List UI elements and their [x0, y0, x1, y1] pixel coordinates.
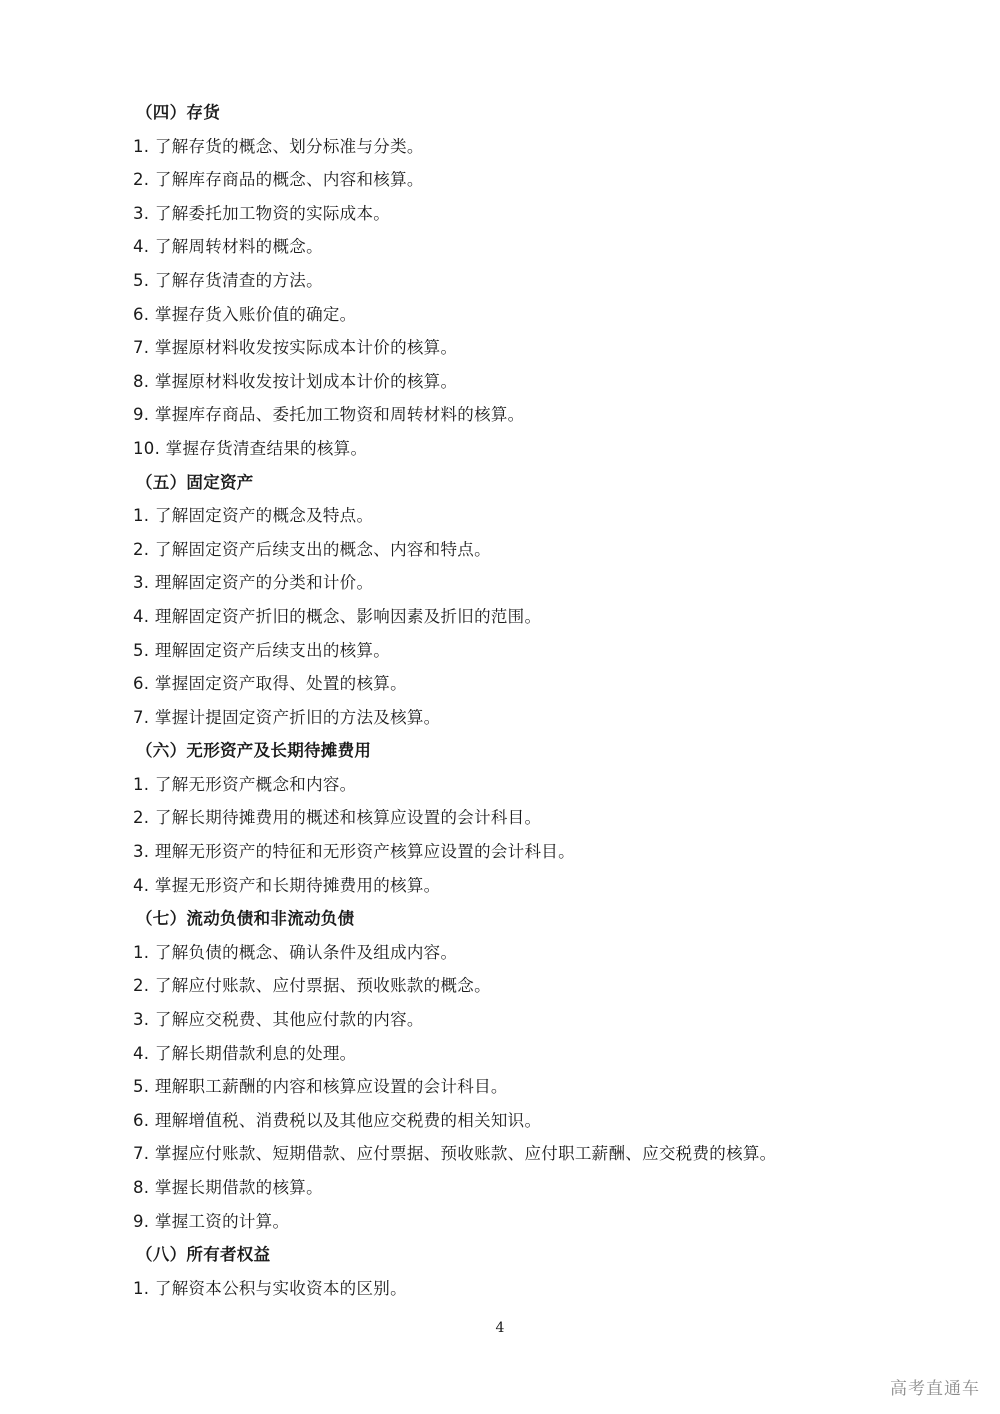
list-item: 6. 理解增值税、消费税以及其他应交税费的相关知识。 — [133, 1110, 542, 1130]
list-item: 4. 了解长期借款利息的处理。 — [133, 1043, 357, 1063]
page-number: 4 — [495, 1320, 505, 1336]
list-item: 10. 掌握存货清查结果的核算。 — [133, 438, 368, 458]
list-item: 1. 了解存货的概念、划分标准与分类。 — [133, 136, 424, 156]
list-item: 1. 了解固定资产的概念及特点。 — [133, 506, 374, 526]
list-item: 2. 了解应付账款、应付票据、预收账款的概念。 — [133, 976, 491, 996]
list-item: 2. 了解固定资产后续支出的概念、内容和特点。 — [133, 539, 491, 559]
list-item: 5. 理解固定资产后续支出的核算。 — [133, 640, 391, 660]
list-item: 8. 掌握原材料收发按计划成本计价的核算。 — [133, 371, 458, 391]
section-heading: （七）流动负债和非流动负债 — [136, 909, 355, 929]
list-item: 9. 掌握工资的计算。 — [133, 1211, 290, 1231]
section-heading: （六）无形资产及长期待摊费用 — [136, 741, 372, 761]
list-item: 5. 了解存货清查的方法。 — [133, 270, 323, 290]
list-item: 8. 掌握长期借款的核算。 — [133, 1178, 323, 1197]
list-item: 4. 了解周转材料的概念。 — [133, 237, 323, 257]
syllabus-content — [133, 96, 893, 1305]
list-item: 2. 了解长期待摊费用的概述和核算应设置的会计科目。 — [133, 808, 542, 828]
list-item: 9. 掌握库存商品、委托加工物资和周转材料的核算。 — [133, 405, 525, 425]
list-item: 1. 了解无形资产概念和内容。 — [133, 774, 357, 794]
section-heading: （四）存货 — [136, 103, 220, 122]
list-item: 4. 掌握无形资产和长期待摊费用的核算。 — [133, 875, 441, 895]
list-item: 7. 掌握原材料收发按实际成本计价的核算。 — [133, 338, 458, 358]
list-item: 3. 了解应交税费、其他应付款的内容。 — [133, 1010, 424, 1030]
list-item: 5. 理解职工薪酬的内容和核算应设置的会计科目。 — [133, 1077, 508, 1097]
list-item: 4. 理解固定资产折旧的概念、影响因素及折旧的范围。 — [133, 606, 542, 626]
list-item: 1. 了解负债的概念、确认条件及组成内容。 — [133, 942, 458, 962]
list-item: 3. 理解固定资产的分类和计价。 — [133, 573, 374, 593]
list-item: 1. 了解资本公积与实收资本的区别。 — [133, 1278, 407, 1298]
watermark-text: 高考直通车 — [890, 1379, 980, 1399]
list-item: 6. 掌握固定资产取得、处置的核算。 — [133, 674, 407, 694]
list-item: 3. 理解无形资产的特征和无形资产核算应设置的会计科目。 — [133, 842, 575, 862]
list-item: 7. 掌握计提固定资产折旧的方法及核算。 — [133, 707, 441, 727]
section-heading: （八）所有者权益 — [136, 1245, 271, 1265]
list-item: 3. 了解委托加工物资的实际成本。 — [133, 203, 391, 223]
list-item: 7. 掌握应付账款、短期借款、应付票据、预收账款、应付职工薪酬、应交税费的核算。 — [133, 1144, 777, 1164]
list-item: 6. 掌握存货入账价值的确定。 — [133, 304, 357, 324]
list-item: 2. 了解库存商品的概念、内容和核算。 — [133, 170, 424, 190]
section-heading: （五）固定资产 — [136, 472, 254, 492]
